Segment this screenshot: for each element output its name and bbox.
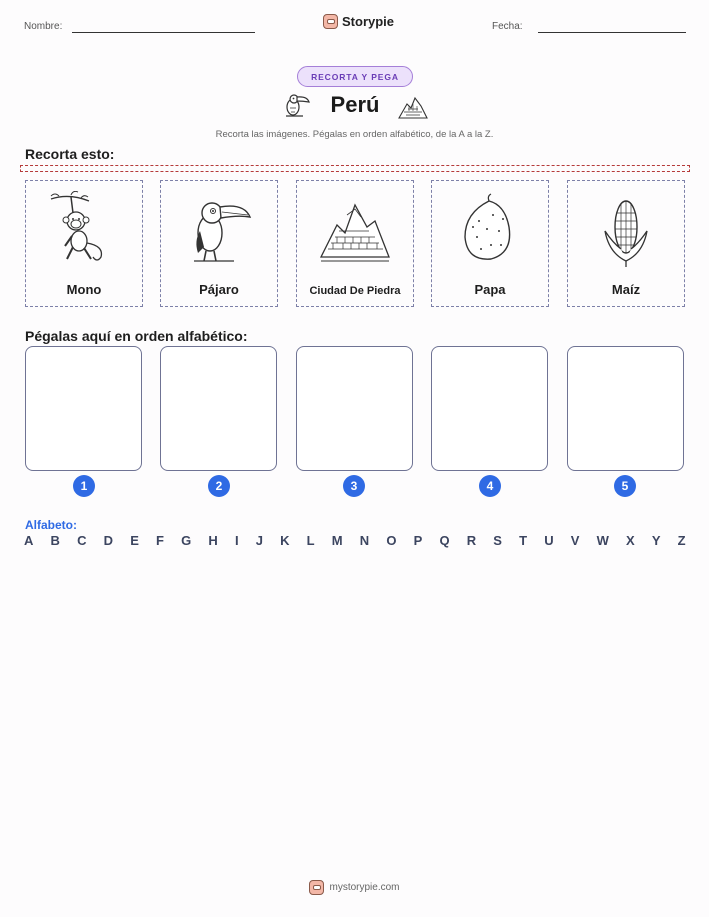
stone-city-icon [317, 191, 393, 271]
alphabet-letter: A [24, 533, 34, 548]
paste-box-3[interactable] [296, 346, 413, 471]
cut-card-papa[interactable] [431, 180, 549, 307]
cut-card-label: Papa [474, 282, 506, 297]
alphabet-letter: B [50, 533, 60, 548]
alphabet-letter: W [596, 533, 609, 548]
alphabet-letter: Y [651, 533, 661, 548]
number-badge-4: 4 [479, 475, 501, 497]
alphabet-letter: I [234, 533, 239, 548]
paste-box-5[interactable] [567, 346, 684, 471]
cut-card-label: Ciudad De Piedra [309, 285, 401, 297]
paste-box-4[interactable] [431, 346, 548, 471]
page-title: Perú [330, 92, 380, 117]
name-line[interactable] [72, 32, 255, 33]
alphabet-letter: F [156, 533, 164, 548]
corn-icon [591, 191, 661, 271]
alphabet-letter: H [208, 533, 218, 548]
cut-card-mono[interactable] [25, 180, 143, 307]
cut-heading: Recorta esto: [25, 146, 115, 162]
alphabet-letter: V [570, 533, 580, 548]
machu-picchu-small-icon [397, 92, 429, 120]
storypie-mascot-icon [309, 880, 324, 895]
storypie-mascot-icon [323, 14, 338, 29]
activity-tag: RECORTA Y PEGA [297, 66, 413, 87]
paste-box-1[interactable] [25, 346, 142, 471]
number-badge-5: 5 [614, 475, 636, 497]
cut-card-label: Mono [66, 282, 102, 297]
alphabet-letter: R [466, 533, 477, 548]
number-badge-3: 3 [343, 475, 365, 497]
alphabet-letter: K [280, 533, 290, 548]
brand-name: Storypie [342, 14, 395, 29]
storypie-logo [323, 14, 394, 29]
paste-heading: Pégalas aquí en orden alfabético: [25, 328, 248, 344]
cut-card-maiz[interactable] [567, 180, 685, 307]
alphabet-letter: P [413, 533, 423, 548]
cut-card-label: Pájaro [199, 282, 239, 297]
alphabet-row [24, 533, 686, 548]
number-badge-1: 1 [73, 475, 95, 497]
alphabet-title: Alfabeto: [25, 518, 77, 532]
name-label: Nombre: [24, 21, 63, 32]
alphabet-letter: D [103, 533, 114, 548]
alphabet-letter: E [130, 533, 139, 548]
potato-icon [455, 191, 525, 271]
date-label: Fecha: [492, 21, 523, 32]
alphabet-letter: L [306, 533, 315, 548]
date-line[interactable] [538, 32, 686, 33]
cut-card-pajaro[interactable] [160, 180, 278, 307]
instructions: Recorta las imágenes. Pégalas en orden alfabético, de la A a la Z. [215, 129, 494, 140]
alphabet-letter: X [626, 533, 635, 548]
toucan-icon [184, 191, 254, 271]
alphabet-letter: S [493, 533, 502, 548]
alphabet-letter: G [181, 533, 192, 548]
alphabet-letter: T [519, 533, 528, 548]
alphabet-letter: J [255, 533, 263, 548]
alphabet-letter: Z [677, 533, 686, 548]
footer-site[interactable]: mystorypie.com [329, 882, 400, 893]
alphabet-letter: U [544, 533, 554, 548]
paste-box-2[interactable] [160, 346, 277, 471]
alphabet-letter: O [386, 533, 397, 548]
alphabet-letter: Q [439, 533, 450, 548]
cut-card-label: Maíz [611, 282, 641, 297]
alphabet-letter: N [359, 533, 370, 548]
monkey-icon [49, 191, 119, 271]
footer [0, 880, 709, 895]
number-badge-2: 2 [208, 475, 230, 497]
alphabet-letter: M [331, 533, 343, 548]
cut-line [20, 165, 690, 172]
cut-card-ciudad-de-piedra[interactable] [296, 180, 414, 307]
alphabet-letter: C [77, 533, 87, 548]
